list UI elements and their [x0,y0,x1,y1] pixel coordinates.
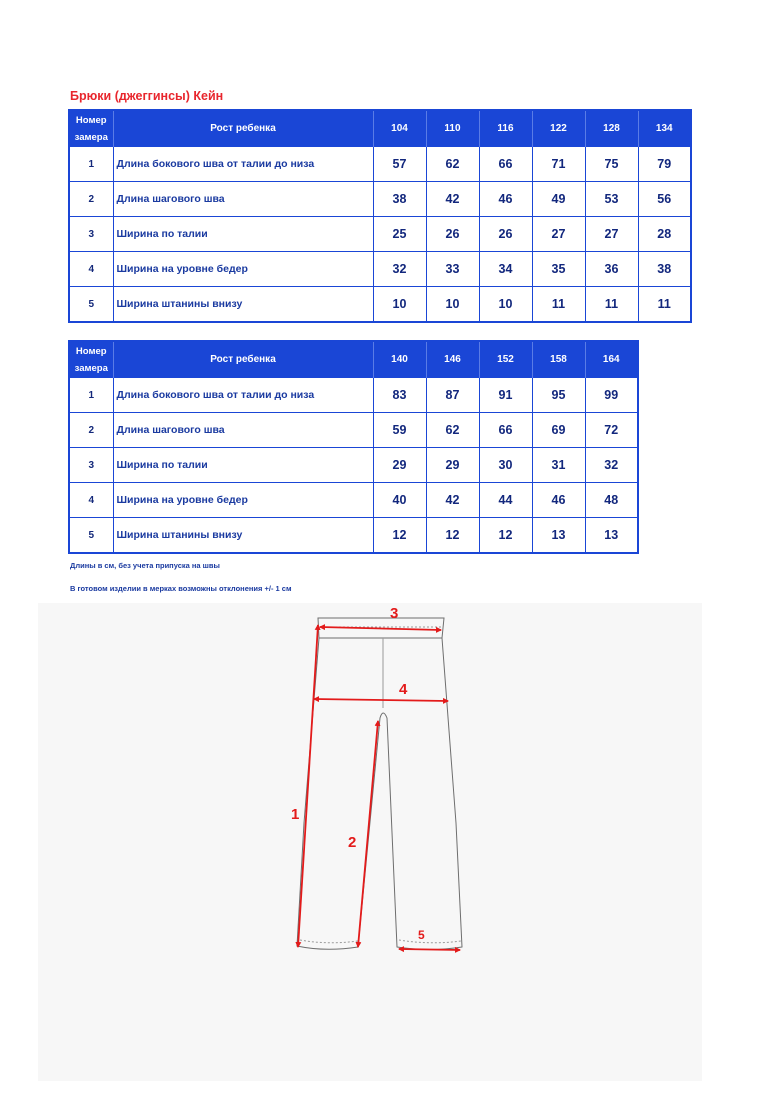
measure-name: Ширина штанины внизу [113,287,373,323]
table-row [69,182,691,217]
table-header-row [69,110,691,147]
measure-number: 3 [69,448,113,483]
measure-value: 99 [585,378,638,413]
measure-number: 1 [69,378,113,413]
measure-number: 4 [69,483,113,518]
label-5: 5 [418,928,425,942]
label-3: 3 [390,605,399,622]
measure-value: 44 [479,483,532,518]
measure-value: 29 [373,448,426,483]
measure-value: 62 [426,413,479,448]
measure-value: 12 [373,518,426,554]
measure-value: 75 [585,147,638,182]
size-table-1 [68,109,692,323]
measure-number: 4 [69,252,113,287]
measure-number-header: Номер замера [69,110,113,147]
pants-diagram-svg [38,603,702,1081]
table-row [69,217,691,252]
measure-value: 87 [426,378,479,413]
size-header: 146 [426,341,479,378]
pants-outline [297,618,462,950]
measure-value: 79 [638,147,691,182]
measure-number: 3 [69,217,113,252]
table-row [69,448,638,483]
size-header: 164 [585,341,638,378]
measure-value: 42 [426,182,479,217]
measure-number: 2 [69,413,113,448]
size-header: 128 [585,110,638,147]
measure-value: 27 [585,217,638,252]
measure-value: 38 [373,182,426,217]
measure-value: 56 [638,182,691,217]
measure-name: Ширина на уровне бедер [113,252,373,287]
measure-value: 95 [532,378,585,413]
tolerance-note: В готовом изделии в мерках возможны отклонения +/- 1 см [70,584,292,593]
measure-name: Длина шагового шва [113,182,373,217]
measure-value: 72 [585,413,638,448]
table-row [69,413,638,448]
page-title: Брюки (джеггинсы) Кейн [70,89,224,103]
table-row [69,378,638,413]
measure-value: 11 [532,287,585,323]
measure-value: 32 [373,252,426,287]
pants-diagram [38,603,702,1081]
measure-value: 10 [373,287,426,323]
measure-number: 5 [69,518,113,554]
measure-value: 10 [479,287,532,323]
arrow-leg-bottom [399,949,460,950]
measure-value: 11 [638,287,691,323]
table-row [69,252,691,287]
measure-value: 31 [532,448,585,483]
size-header: 122 [532,110,585,147]
measure-name: Ширина по талии [113,448,373,483]
size-header: 140 [373,341,426,378]
measure-value: 66 [479,147,532,182]
measure-value: 48 [585,483,638,518]
table-row [69,147,691,182]
label-1: 1 [291,806,300,823]
arrow-hips [314,699,448,701]
measure-name: Длина бокового шва от талии до низа [113,147,373,182]
measure-name: Длина бокового шва от талии до низа [113,378,373,413]
measure-value: 27 [532,217,585,252]
size-header: 116 [479,110,532,147]
measure-value: 34 [479,252,532,287]
measure-value: 38 [638,252,691,287]
measure-value: 40 [373,483,426,518]
measure-value: 12 [479,518,532,554]
size-table-2 [68,340,639,554]
measure-name: Ширина по талии [113,217,373,252]
measure-value: 71 [532,147,585,182]
table-row [69,483,638,518]
measure-value: 13 [585,518,638,554]
label-2: 2 [348,834,357,851]
table-row [69,518,638,554]
measure-number: 5 [69,287,113,323]
measure-number: 2 [69,182,113,217]
measure-value: 49 [532,182,585,217]
size-header: 104 [373,110,426,147]
table-header-row [69,341,638,378]
measure-value: 83 [373,378,426,413]
measure-name: Ширина на уровне бедер [113,483,373,518]
height-header: Рост ребенка [113,341,373,378]
measure-value: 36 [585,252,638,287]
height-header: Рост ребенка [113,110,373,147]
size-header: 152 [479,341,532,378]
measure-number: 1 [69,147,113,182]
measure-value: 26 [426,217,479,252]
label-4: 4 [399,681,408,698]
measure-value: 28 [638,217,691,252]
measure-value: 62 [426,147,479,182]
measure-value: 26 [479,217,532,252]
measure-value: 53 [585,182,638,217]
measure-name: Ширина штанины внизу [113,518,373,554]
arrow-inseam [358,721,378,947]
measure-value: 32 [585,448,638,483]
measure-value: 46 [479,182,532,217]
measure-name: Длина шагового шва [113,413,373,448]
measure-value: 69 [532,413,585,448]
measure-value: 12 [426,518,479,554]
arrow-side-seam [298,625,318,947]
size-header: 158 [532,341,585,378]
measure-value: 66 [479,413,532,448]
measure-value: 29 [426,448,479,483]
measure-value: 57 [373,147,426,182]
measure-value: 91 [479,378,532,413]
measure-value: 59 [373,413,426,448]
measure-value: 25 [373,217,426,252]
size-header: 110 [426,110,479,147]
measure-value: 35 [532,252,585,287]
measure-value: 42 [426,483,479,518]
table-row [69,287,691,323]
measure-value: 11 [585,287,638,323]
measurement-arrows [298,625,460,950]
measure-value: 13 [532,518,585,554]
measure-value: 33 [426,252,479,287]
units-note: Длины в см, без учета припуска на швы [70,561,220,570]
measure-number-header: Номер замера [69,341,113,378]
measure-value: 46 [532,483,585,518]
measure-value: 30 [479,448,532,483]
measure-value: 10 [426,287,479,323]
size-header: 134 [638,110,691,147]
